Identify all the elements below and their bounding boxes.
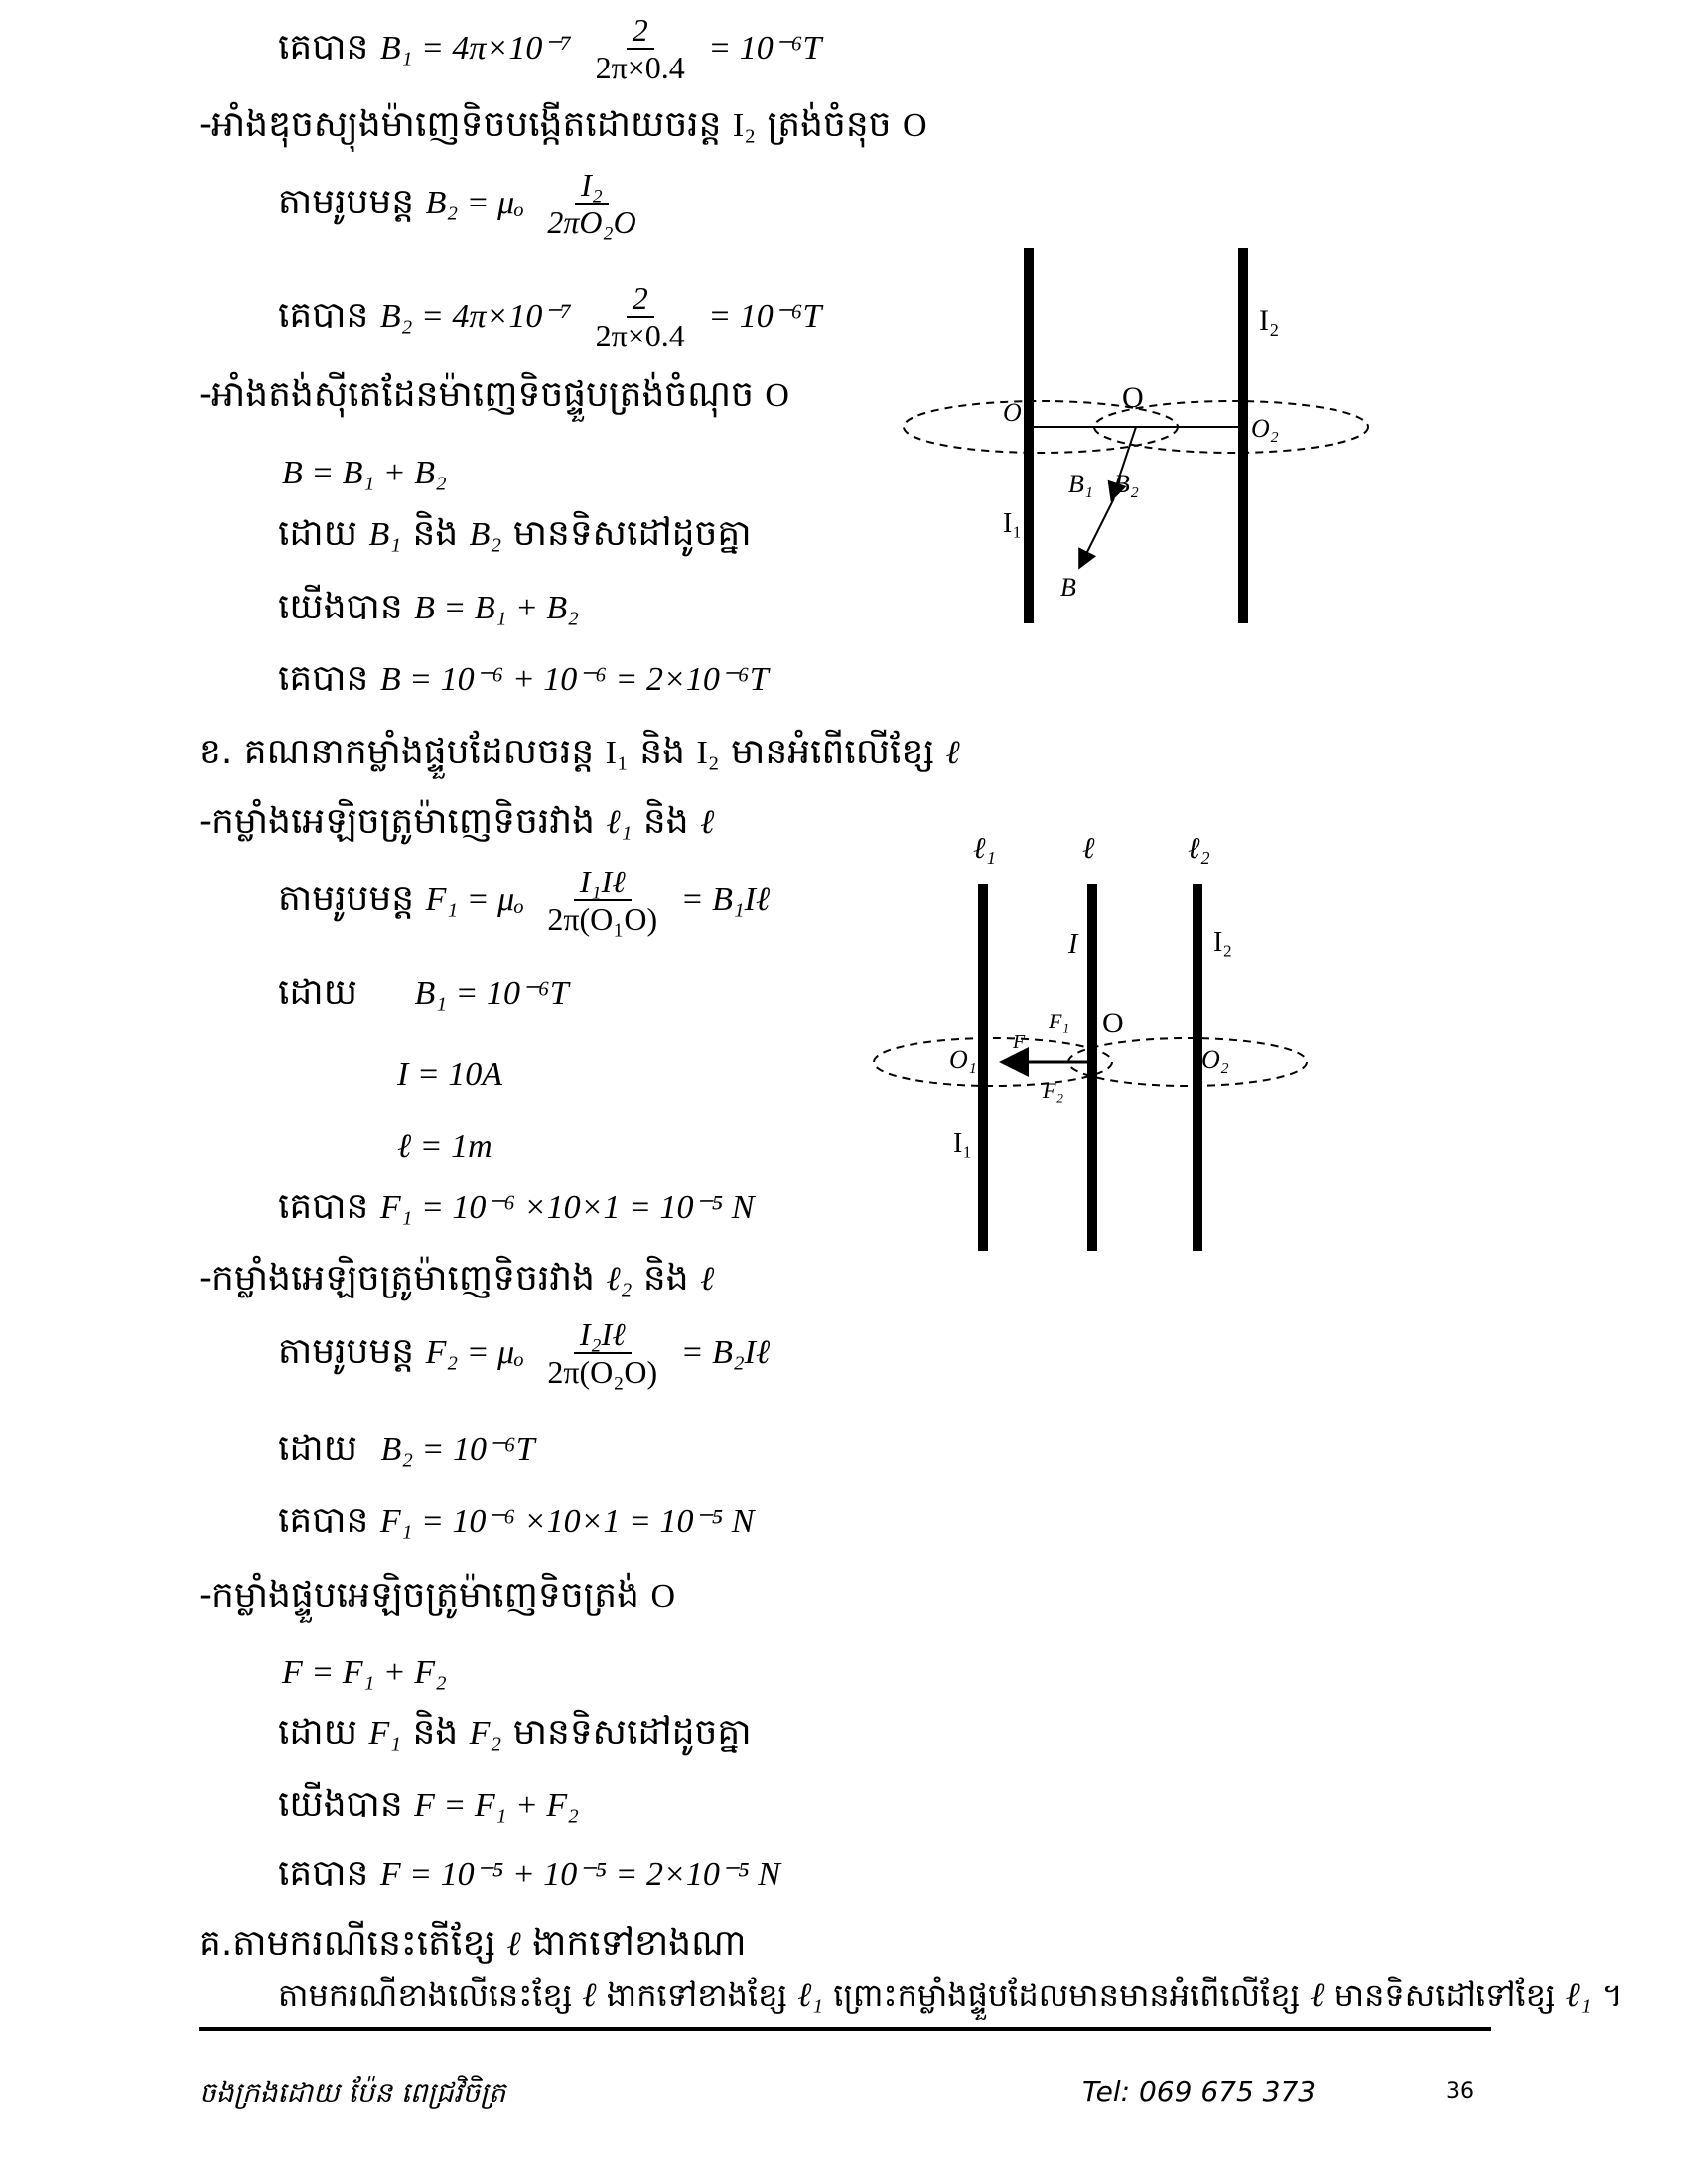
page-number: 36 [1446, 2079, 1474, 2104]
line-ftotal: គេបាន F = 10⁻⁵ + 10⁻⁵ = 2×10⁻⁵ N [278, 1853, 780, 1894]
line-b1-result: គេបាន B₁ = 4π×10⁻⁷ $\frac{2}{2\pi\times 0.4}$ = 10⁻⁶T [278, 12, 822, 85]
label-B2: B₂ [1114, 470, 1139, 498]
line-btotal: គេបាន B = 10⁻⁶ + 10⁻⁶ = 2×10⁻⁶T [278, 658, 769, 699]
label-I1: I₁ [953, 1128, 973, 1159]
label-l: ℓ [1082, 832, 1095, 865]
label-F: F [1013, 1031, 1026, 1053]
line-same-direction-F: ដោយ F₁ និង F₂ មានទិសដៅដូចគ្នា [278, 1712, 752, 1753]
line-current-value: I = 10A [397, 1056, 503, 1093]
line-resultant-force: -កម្លាំងផ្ទួបអេឡិចត្រូម៉ាញេទិចត្រង់ O [199, 1575, 676, 1616]
label-O2: O₂ [1201, 1045, 1229, 1074]
label-I2: I₂ [1213, 927, 1233, 958]
label-I1: I₁ [1003, 508, 1023, 539]
fraction: $\frac{2}{2\pi\times 0.4}$ [595, 12, 685, 85]
line-section-c: គ.តាមករណីនេះតើខ្សែ ℓ ងាកទៅខាងណា [199, 1923, 747, 1964]
label-B: B [1060, 573, 1076, 602]
label-l2: ℓ₂ [1188, 832, 1210, 865]
footer-tel: Tel: 069 675 373 [1082, 2075, 1317, 2108]
label-F2: F₂ [1043, 1078, 1064, 1103]
label-O2: O₂ [1251, 414, 1279, 443]
line-force-l2: -កម្លាំងអេឡិចត្រូម៉ាញេទិចរវាង ℓ₂ និង ℓ [199, 1258, 715, 1298]
line-force-l1: -កម្លាំងអេឡិចត្រូម៉ាញេទិចរវាង ℓ₁ និង ℓ [199, 801, 715, 842]
line-length-value: ℓ = 1m [397, 1128, 492, 1164]
label-F1: F₁ [1049, 1009, 1070, 1033]
diagram-forces [854, 824, 1331, 1261]
line-f2-result: គេបាន F₁ = 10⁻⁶ ×10×1 = 10⁻⁵ N [278, 1500, 755, 1541]
line-f2-formula: តាមរូបមន្ត F₂ = μₒ $\frac{\text{I₂Iℓ}}{\text{2π(O₂O)}}$ = B₂Iℓ [278, 1316, 771, 1390]
line-f1-result: គេបាន F₁ = 10⁻⁶ ×10×1 = 10⁻⁵ N [278, 1186, 755, 1227]
line-fvec: F = F₁ + F₂ [282, 1654, 447, 1691]
label-I2: I₂ [1259, 304, 1280, 337]
label-O1: O₁ [949, 1045, 977, 1074]
line-fsum: យើងបាន F = F₁ + F₂ [278, 1784, 579, 1825]
footer-author: ចងក្រងដោយ ប៉ែន ពេជ្រវិចិត្រ [199, 2076, 506, 2109]
line-induction-I2: -អាំងឌុចស្យុងម៉ាញេទិចបង្កើតដោយចរន្ត I₂ ត្រង់ចំនុច O [199, 104, 927, 145]
line-bvec: B = B₁ + B₂ [282, 455, 447, 491]
label-O: O [1122, 381, 1144, 414]
line-same-direction-B: ដោយ B₁ និង B₂ មានទិសដៅដូចគ្នា [278, 513, 752, 554]
vector-b [1080, 498, 1114, 566]
label-I: I [1068, 929, 1078, 960]
label-O: O [1102, 1007, 1124, 1039]
line-given-b2: ដោយ B₂ = 10⁻⁶T [278, 1429, 535, 1469]
line-bsum: យើងបាន B = B₁ + B₂ [278, 587, 579, 627]
line-field-intensity: -អាំងតង់ស៊ីតេដែនម៉ាញេទិចផ្ទួបត្រង់ចំណុច O [199, 374, 789, 415]
field-loop-l2 [1068, 1038, 1307, 1086]
label-l1: ℓ₁ [973, 832, 996, 865]
diagram-magnetic-field [894, 238, 1370, 635]
line-conclusion: តាមករណីខាងលើនេះខ្សែ ℓ ងាកទៅខាងខ្សែ ℓ₁ ព្រោះកម្លាំងផ្ទួបដែលមានមានអំពើលើខ្សែ ℓ មានទិសដៅទៅខ្សែ ℓ₁ ។ [278, 1977, 1622, 2014]
line-given: ដោយ B₁ = 10⁻⁶T [278, 972, 569, 1013]
line-b2-result: គេបាន B₂ = 4π×10⁻⁷ $\frac{2}{2\pi\times 0.4}$ = 10⁻⁶T [278, 280, 822, 353]
line-section-b: ខ. គណនាកម្លាំងផ្ទួបដែលចរន្ត I₁ និង I₂ មានអំពើលើខ្សែ ℓ [199, 732, 960, 772]
label-B1: B₁ [1068, 470, 1093, 498]
label-O-left: O [1003, 398, 1022, 427]
footer-divider [199, 2027, 1491, 2031]
line-f1-formula: តាមរូបមន្ត F₁ = μₒ $\frac{\text{I₁Iℓ}}{\text{2π(O₁O)}}$ = B₁Iℓ [278, 864, 771, 937]
line-b2-formula: តាមរូបមន្ត B₂ = μₒ $\frac{\text{I₂}}{\text{2πO₂O}}$ [278, 167, 636, 240]
